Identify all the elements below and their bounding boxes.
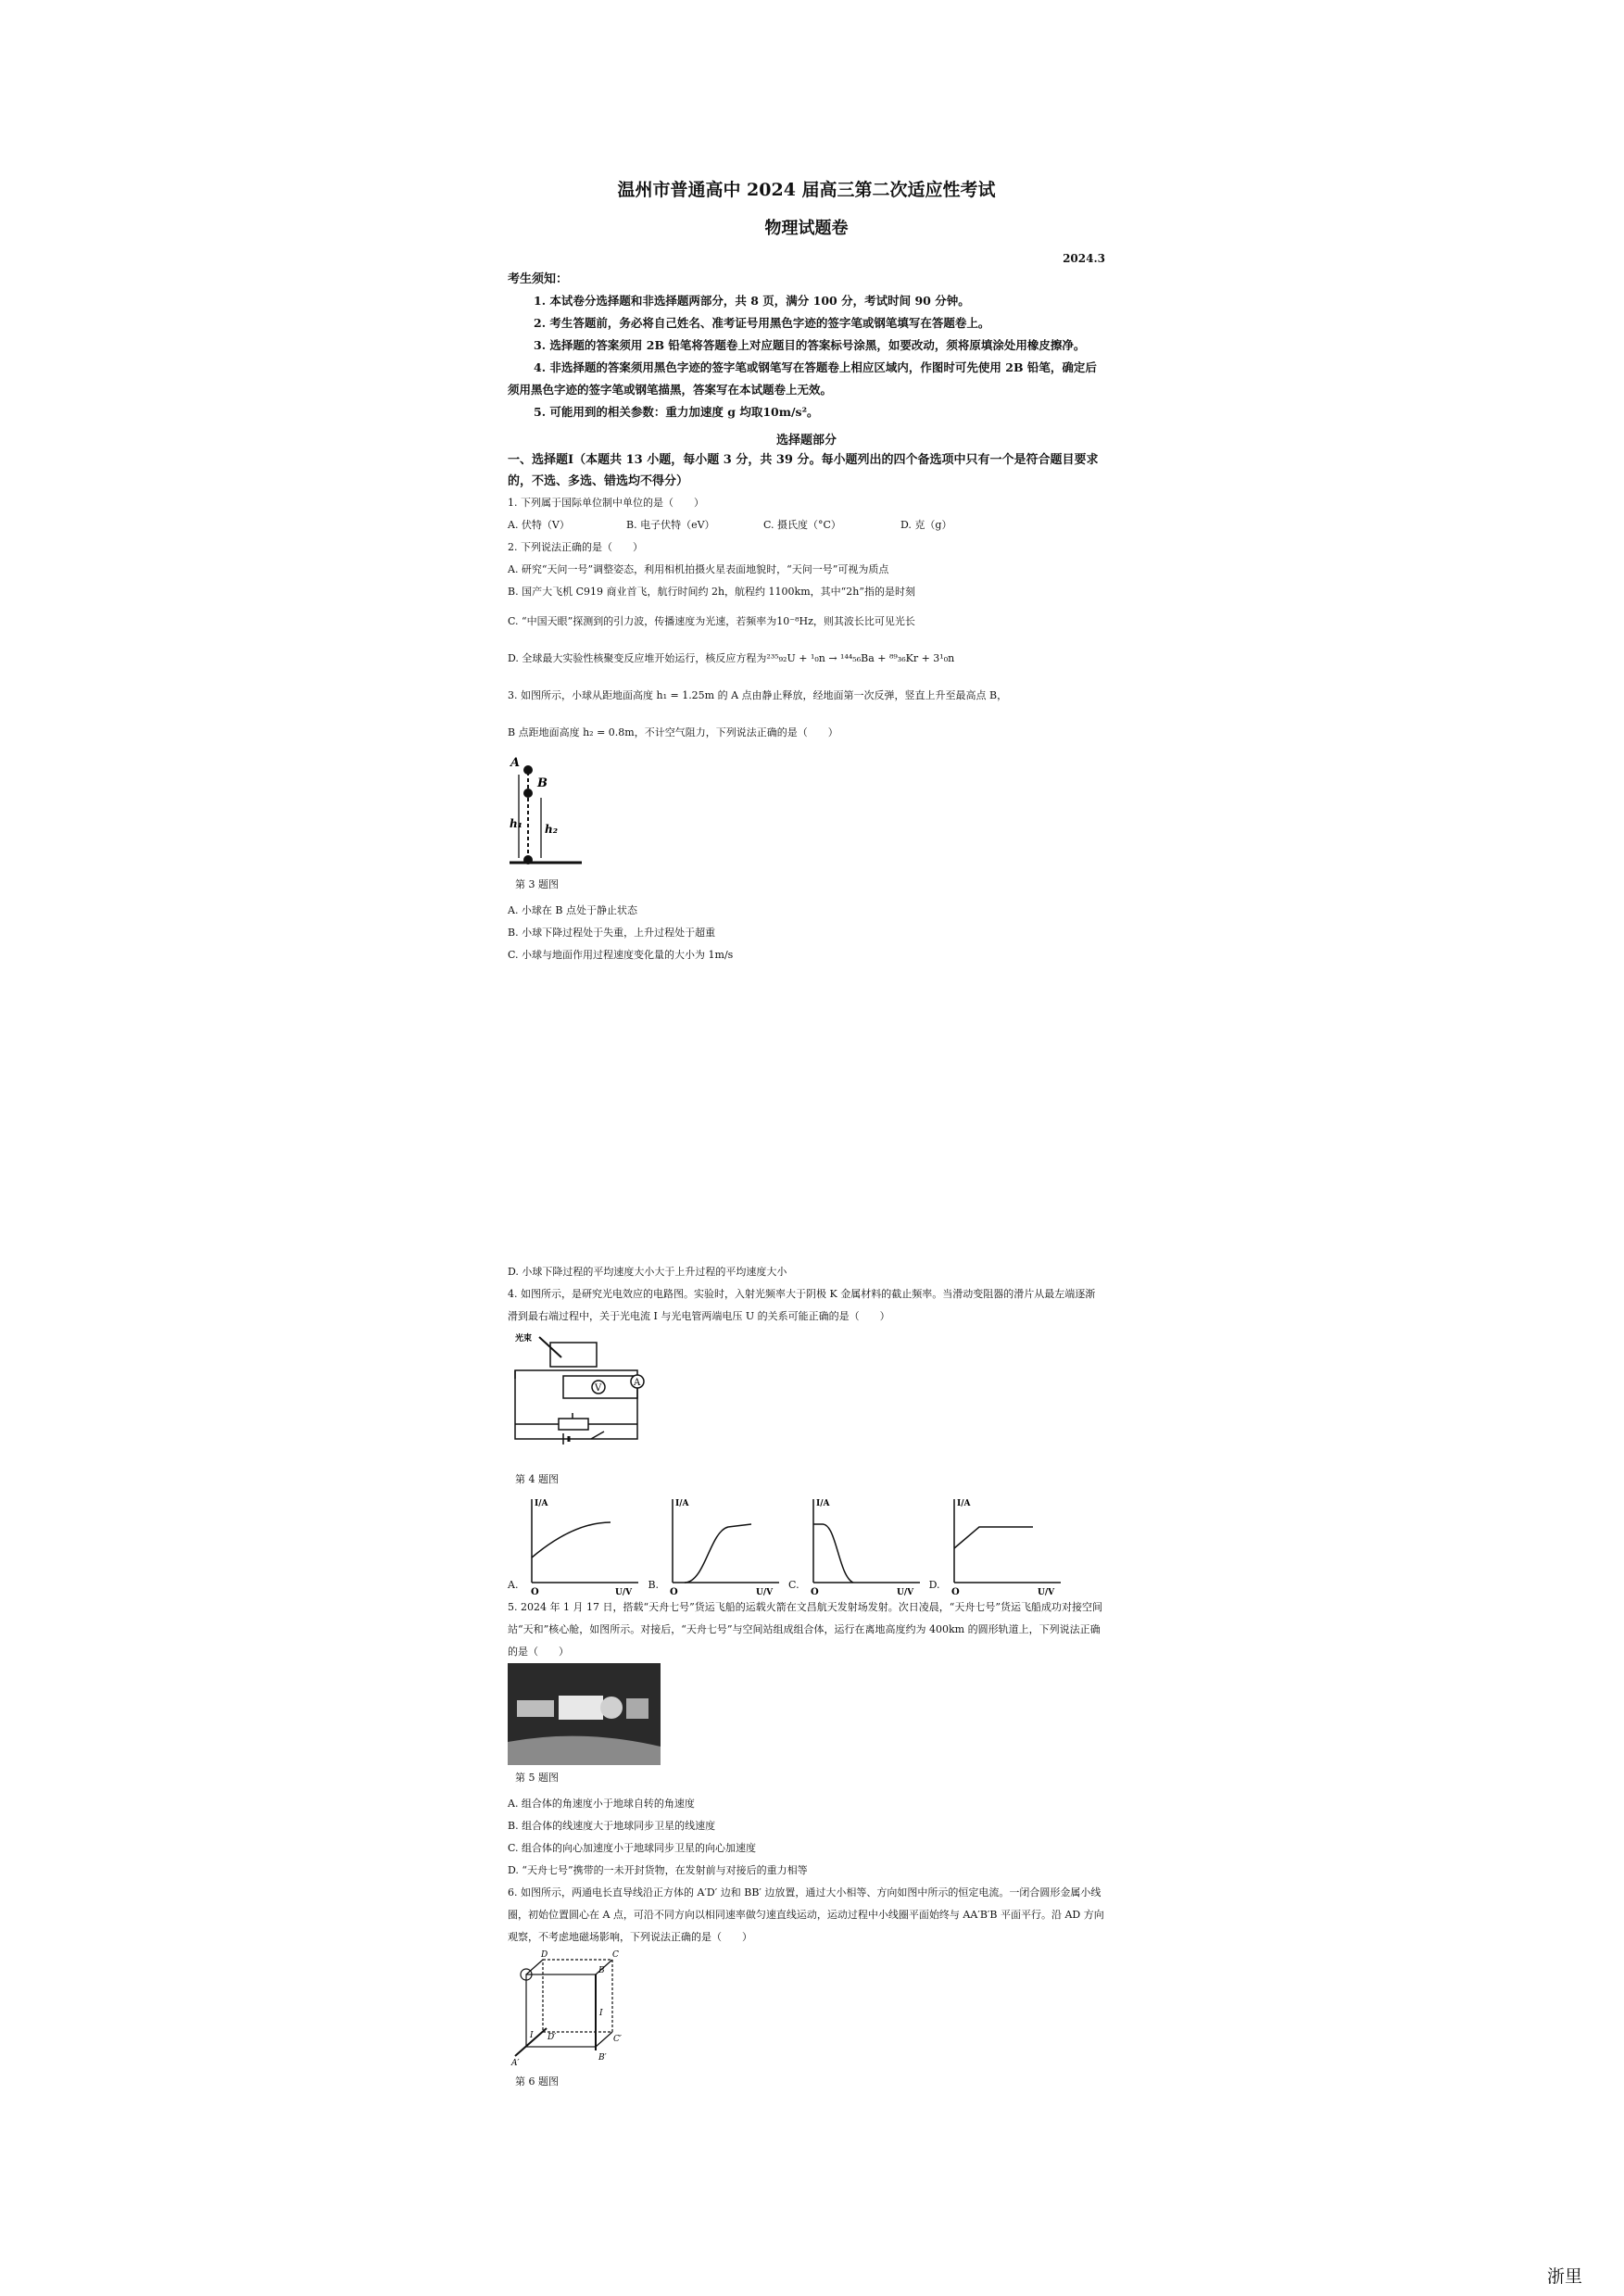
graph-b	[659, 1495, 788, 1596]
label-h2: h₂	[545, 823, 558, 836]
option-d: D. 克（g）	[900, 519, 952, 531]
graph-option-a	[508, 1495, 648, 1596]
document-body	[508, 176, 1105, 2097]
ball-b	[523, 788, 533, 798]
y-label: I/A	[675, 1499, 689, 1508]
label-light-beam: 光束	[515, 1334, 533, 1344]
figure-caption: 第 4 题图	[515, 1473, 559, 1485]
label-b: B	[598, 1966, 605, 1975]
label-b-prime: B′	[598, 2053, 607, 2063]
switch	[591, 1432, 604, 1439]
option-a: A. 小球在 B 点处于静止状态	[508, 904, 638, 916]
notice-heading: 考生须知：	[508, 272, 569, 286]
figure-caption: 第 5 题图	[515, 1772, 559, 1784]
label-h1: h₁	[510, 817, 522, 830]
notice-item: 1. 本试卷分选择题和非选择题两部分，共 8 页，满分 100 分，考试时间 90 分钟。	[534, 294, 970, 308]
figure-caption: 第 6 题图	[515, 2075, 559, 2088]
solar-panel-left	[517, 1700, 554, 1717]
question-stem: 1. 下列属于国际单位制中单位的是（ ）	[508, 497, 704, 509]
ball-ground	[523, 855, 533, 864]
y-label: I/A	[815, 1499, 830, 1508]
ammeter-label: A	[634, 1378, 641, 1388]
section-heading: 一、选择题Ⅰ（本题共 13 小题，每小题 3 分，共 39 分。每小题列出的四个备选项中只有一个是符合题目要求的，不选、多选、错选均不得分）	[508, 453, 1099, 488]
option-a: A. 研究“天问一号”调整姿态，利用相机拍摄火星表面地貌时，“天问一号”可视为质点	[508, 563, 889, 575]
origin-label: O	[670, 1587, 678, 1596]
label-c: C	[612, 1950, 619, 1960]
question-stem: 5. 2024 年 1 月 17 日，搭载“天舟七号”货运飞船的运载火箭在文昌航天发射场发射。次日凌晨，“天舟七号”货运飞船成功对接空间站“天和”核心舱，如图所示。对接后，“天舟七号”与空间站组成组合体，运行在离地高度约为 400km 的圆形轨道上，下列说法正确的是（ ）	[508, 1601, 1102, 1658]
label-d: D	[541, 1950, 548, 1960]
graph-letter: D.	[928, 1579, 940, 1591]
graph-option-c	[788, 1495, 929, 1596]
label-current-1: I	[530, 2031, 534, 2040]
label-d-prime: D′	[548, 2033, 557, 2042]
x-label: U/V	[1037, 1588, 1054, 1596]
label-current-2: I	[599, 2009, 603, 2018]
cube-edge	[596, 2032, 612, 2047]
option-c: C. 组合体的向心加速度小于地球同步卫星的向心加速度	[508, 1842, 757, 1854]
question-5	[508, 1596, 1105, 1882]
figure-5-space-station-photo	[508, 1663, 661, 1765]
option-c: C. “中国天眼”探测到的引力波，传播速度为光速，若频率为10⁻⁸Hz，则其波长比可见光长	[508, 615, 915, 627]
option-b: B. 电子伏特（eV）	[626, 519, 715, 531]
graph-d	[940, 1495, 1070, 1596]
question-stem-cont: B 点距地面高度 h₂ = 0.8m，不计空气阻力，下列说法正确的是（ ）	[508, 726, 838, 738]
question-stem: 3. 如图所示，小球从距地面高度 h₁ = 1.25m 的 A 点由静止释放，经地面第一次反弹，竖直上升至最高点 B，	[508, 689, 1008, 701]
exam-subtitle: 物理试题卷	[764, 219, 849, 238]
label-c-prime: C′	[613, 2035, 622, 2044]
notice-item: 3. 选择题的答案须用 2B 铅笔将答题卷上对应题目的答案标号涂黑，如要改动，须将原填涂处用橡皮擦净。	[534, 338, 1086, 352]
option-c: C. 小球与地面作用过程速度变化量的大小为 1m/s	[508, 949, 734, 961]
curve	[813, 1524, 853, 1583]
cargo-ship	[626, 1698, 648, 1719]
figure-3-drop	[508, 751, 591, 872]
option-d: D. “天舟七号”携带的一未开封货物，在发射前与对接后的重力相等	[508, 1864, 808, 1876]
graph-option-b	[648, 1495, 788, 1596]
label-a: A	[510, 756, 521, 770]
graph-option-d	[929, 1495, 1070, 1596]
question-3	[508, 677, 1105, 1283]
origin-label: O	[950, 1587, 960, 1596]
figure-6-cube	[508, 1949, 637, 2069]
question-6	[508, 1882, 1105, 2093]
y-label: I/A	[535, 1499, 548, 1508]
graph-letter: B.	[648, 1579, 660, 1591]
question-1	[508, 492, 1105, 536]
figure-caption: 第 3 题图	[515, 878, 559, 890]
figure-4-circuit	[508, 1328, 647, 1467]
graph-a	[518, 1495, 648, 1596]
docking-module	[600, 1697, 623, 1719]
notice-item: 2. 考生答题前，务必将自己姓名、准考证号用黑色字迹的签字笔或钢笔填写在答题卷上。	[534, 316, 990, 330]
curve	[954, 1527, 1033, 1548]
label-a-prime: A′	[511, 2059, 520, 2068]
question-stem: 6. 如图所示，两通电长直导线沿正方体的 A′D′ 边和 BB′ 边放置，通过大小相等、方向如图中所示的恒定电流。一闭合圆形金属小线圈，初始位置圆心在 A 点，可沿不同方向以相同速率做匀速直线运动，运动过程中小线圈平面始终与 AA′B′B 平面平行。沿 AD 方向观察，不考虑地磁场影响，下列说法正确的是（ ）	[508, 1886, 1104, 1943]
question-4	[508, 1283, 1105, 1596]
option-a: A. 组合体的角速度小于地球自转的角速度	[508, 1798, 695, 1810]
question-stem: 2. 下列说法正确的是（ ）	[508, 541, 643, 553]
exam-title: 温州市普通高中 2024 届高三第二次适应性考试	[617, 180, 996, 200]
corner-watermark-text: 浙里	[1547, 2266, 1583, 2287]
x-label: U/V	[896, 1588, 913, 1596]
rheostat	[559, 1419, 588, 1430]
graph-letter: A.	[508, 1579, 519, 1591]
option-b: B. 小球下降过程处于失重，上升过程处于超重	[508, 927, 716, 939]
wire-top	[515, 1370, 637, 1402]
graph-letter: C.	[788, 1579, 799, 1591]
notice-list	[508, 290, 1105, 423]
x-label: U/V	[615, 1588, 633, 1596]
section-title: 选择题部分	[775, 434, 837, 448]
option-c: C. 摄氏度（°C）	[763, 519, 841, 531]
graph-c	[799, 1495, 929, 1596]
label-b: B	[537, 776, 548, 790]
blank-space	[508, 966, 1105, 1261]
option-b: B. 国产大飞机 C919 商业首飞，航行时间约 2h，航程约 1100km，其中“2h”指的是时刻	[508, 586, 915, 598]
option-d: D. 全球最大实验性核聚变反应堆开始运行，核反应方程为²³⁵₉₂U + ¹₀n → ¹⁴⁴₅₆Ba + ⁸⁹₃₆Kr + 3¹₀n	[508, 652, 955, 664]
origin-label: O	[531, 1587, 540, 1596]
option-d: D. 小球下降过程的平均速度大小大于上升过程的平均速度大小	[508, 1266, 787, 1278]
station-module	[559, 1696, 603, 1720]
notice-item: 5. 可能用到的相关参数：重力加速度 g 均取10m/s²。	[534, 405, 819, 419]
question-2	[508, 536, 1105, 677]
x-label: U/V	[756, 1588, 774, 1596]
options-row	[508, 514, 1105, 536]
curve	[685, 1524, 751, 1583]
option-b: B. 组合体的线速度大于地球同步卫星的线速度	[508, 1820, 716, 1832]
voltmeter-label: V	[595, 1383, 602, 1394]
ball-a	[523, 765, 533, 775]
answer-graphs	[508, 1495, 1105, 1596]
question-stem: 4. 如图所示，是研究光电效应的电路图。实验时，入射光频率大于阴极 K 金属材料的截止频率。当滑动变阻器的滑片从最左端逐渐滑到最右端过程中，关于光电流 I 与光电管两端电压 U 的关系可能正确的是（ ）	[508, 1288, 1096, 1322]
y-label: I/A	[956, 1499, 970, 1508]
exam-date: 2024.3	[1063, 252, 1105, 265]
option-a: A. 伏特（V）	[508, 519, 570, 531]
curve	[532, 1522, 611, 1558]
cube-edge	[526, 1960, 543, 1974]
origin-label: O	[810, 1587, 819, 1596]
notice-item: 4. 非选择题的答案须用黑色字迹的签字笔或钢笔写在答题卷上相应区域内，作图时可先使用 2B 铅笔，确定后须用黑色字迹的签字笔或钢笔描黑，答案写在本试题卷上无效。	[508, 360, 1097, 397]
